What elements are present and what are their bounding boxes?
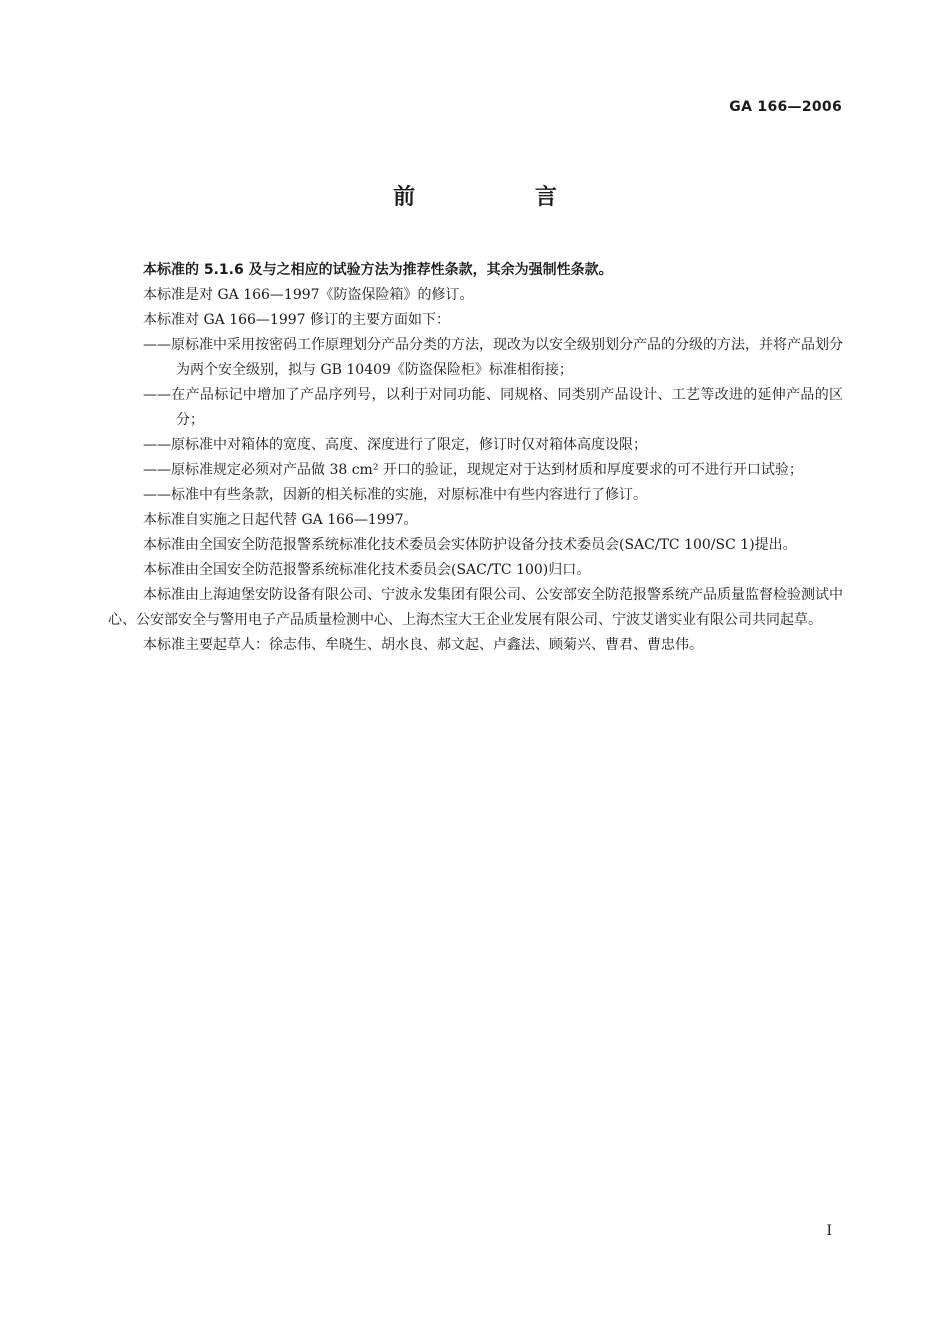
- list-item: ——标准中有些条款，因新的相关标准的实施，对原标准中有些内容进行了修订。: [143, 487, 647, 503]
- paragraph-replaces: 本标准自实施之日起代替 GA 166—1997。: [143, 512, 418, 528]
- list-item: ——原标准中对箱体的宽度、高度、深度进行了限定，修订时仅对箱体高度设限；: [143, 437, 647, 453]
- paragraph-drafters: 本标准主要起草人：徐志伟、牟晓生、胡水良、郝文起、卢鑫法、顾菊兴、曹君、曹忠伟。: [143, 637, 703, 653]
- paragraph-centralized-by: 本标准由全国安全防范报警系统标准化技术委员会(SAC/TC 100)归口。: [143, 562, 591, 578]
- list-item: ——原标准中采用按密码工作原理划分产品分类的方法，现改为以安全级别划分产品的分级的方法，并将产品划分为两个安全级别，拟与 GB 10409《防盗保险柜》标准相衔接；: [143, 337, 843, 378]
- document-body: [108, 258, 843, 658]
- paragraph-proposed-by: 本标准由全国安全防范报警系统标准化技术委员会实体防护设备分技术委员会(SAC/TC 100/SC 1)提出。: [143, 537, 797, 553]
- standard-code: GA 166—2006: [729, 99, 842, 115]
- page-title: 前 言: [393, 185, 613, 210]
- list-item: ——在产品标记中增加了产品序列号，以利于对同功能、同规格、同类别产品设计、工艺等改进的延伸产品的区分；: [143, 387, 843, 428]
- paragraph-drafting-units: 本标准由上海迪堡安防设备有限公司、宁波永发集团有限公司、公安部安全防范报警系统产品质量监督检验测试中心、公安部安全与警用电子产品质量检测中心、上海杰宝大王企业发展有限公司、宁波艾谱实业有限公司共同起草。: [108, 587, 843, 628]
- paragraph-main-changes-intro: 本标准对 GA 166—1997 修订的主要方面如下：: [143, 312, 450, 328]
- list-item: ——原标准规定必须对产品做 38 cm² 开口的验证，现规定对于达到材质和厚度要求的可不进行开口试验；: [143, 462, 803, 478]
- paragraph-revision-of: 本标准是对 GA 166—1997《防盗保险箱》的修订。: [143, 287, 474, 303]
- paragraph-mandatory-note: 本标准的 5.1.6 及与之相应的试验方法为推荐性条款，其余为强制性条款。: [143, 262, 613, 278]
- page-number: I: [826, 1223, 832, 1239]
